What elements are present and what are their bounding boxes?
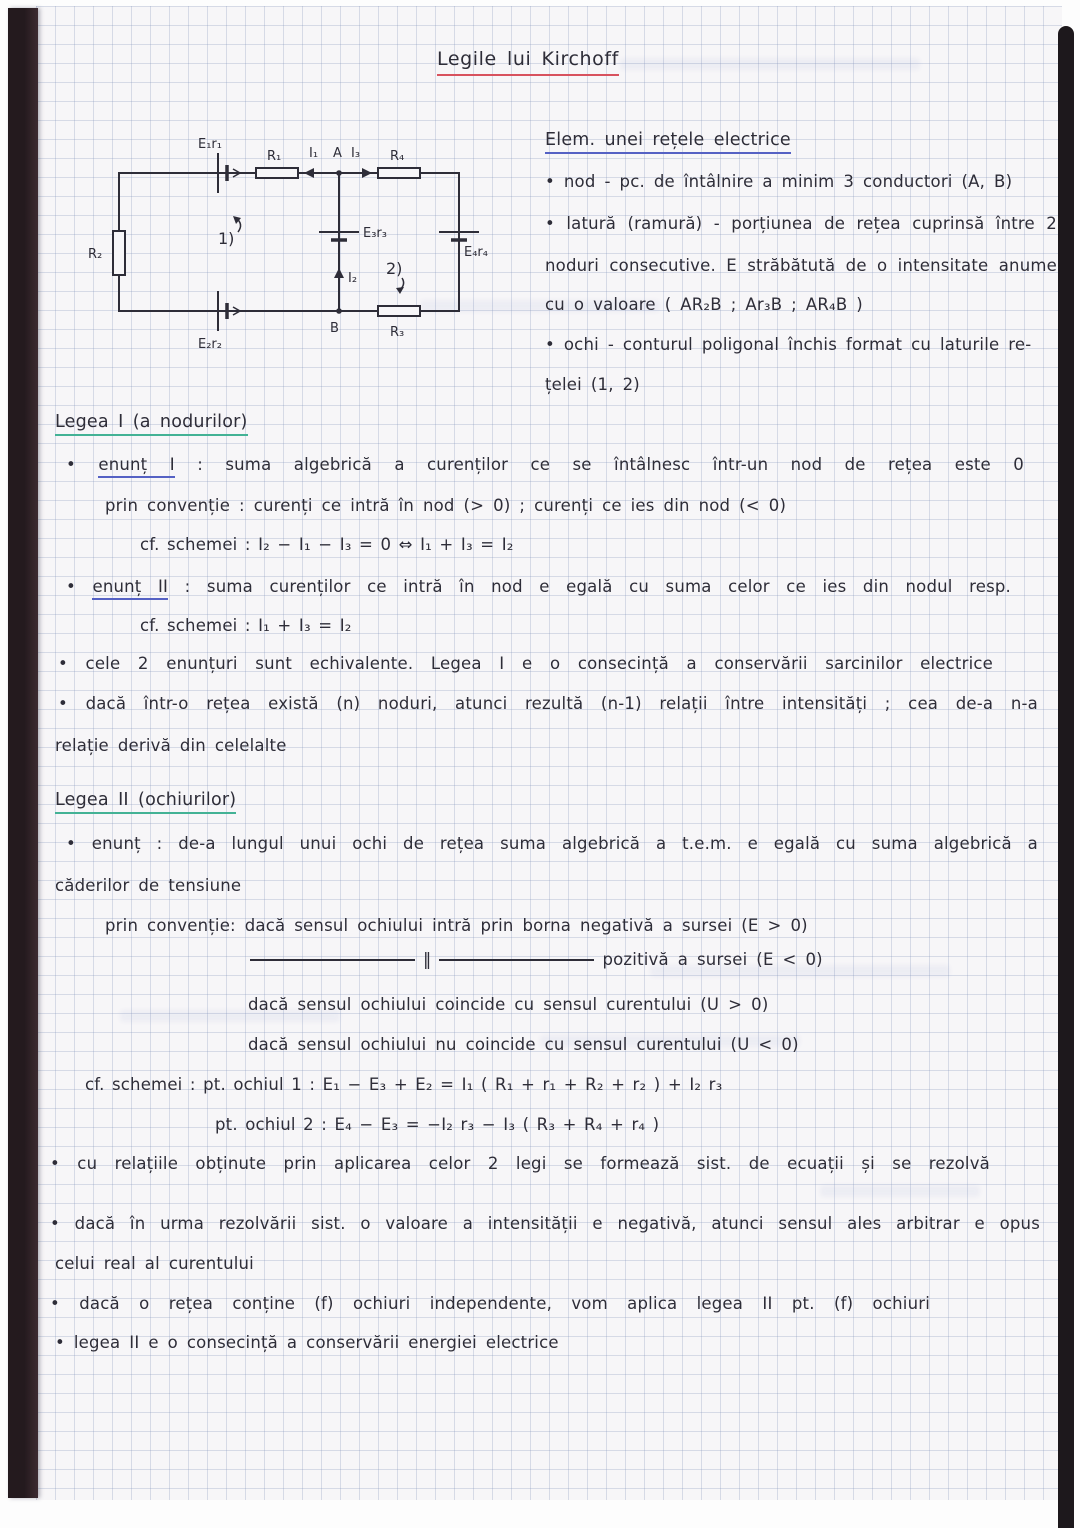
legea1-nota2b: relație derivă din celelalte (55, 736, 287, 755)
loop-2-marker: 2) (386, 259, 403, 278)
loop-2-arrowhead (396, 287, 404, 294)
legea1-enunt2 (66, 577, 1011, 598)
bleed-through-mark (620, 58, 920, 70)
current-i2-label: I₂ (348, 271, 358, 286)
legea1-enunt1-label: enunț I (98, 455, 174, 478)
legea2-heading (55, 790, 236, 812)
current-i1-arrow (304, 168, 314, 178)
elem-def-ochi-1: • ochi - conturul poligonal închis format cu laturile re- (545, 335, 1032, 354)
resistor-r3 (378, 306, 420, 316)
legea2-nota4: • legea II e o consecință a conservării energiei electrice (55, 1333, 559, 1352)
legea2-nota1: • cu relațiile obținute prin aplicarea celor 2 legi se formează sist. de ecuații și se rezolvă (50, 1154, 990, 1173)
current-i3-label: I₃ (351, 146, 361, 161)
legea2-conventie1: prin convenție: dacă sensul ochiului intră prin borna negativă a sursei (E > 0) (105, 916, 808, 935)
circuit-diagram (80, 136, 500, 351)
ditto-line-left (250, 959, 415, 961)
current-i1-label: I₁ (309, 146, 319, 161)
legea2-conventie2: pozitivă a sursei (E < 0) (602, 950, 823, 969)
elem-def-latura-1: • latură (ramură) - porțiunea de rețea cuprinsă între 2 (545, 214, 1057, 233)
bullet-icon: • (66, 577, 76, 596)
elem-section-heading (545, 130, 791, 152)
legea2-schema1: cf. schemei : pt. ochiul 1 : E₁ − E₃ + E₂ = I₁ ( R₁ + r₁ + R₂ + r₂ ) + I₂ r₃ (85, 1075, 723, 1094)
page-title-text: Legile lui Kirchoff (437, 48, 619, 76)
node-b-label: B (330, 321, 339, 336)
node-a-label: A (333, 146, 342, 161)
page-right-edge (1058, 26, 1074, 1528)
legea2-conventie4: dacă sensul ochiului nu coincide cu sensul curentului (U < 0) (248, 1035, 799, 1054)
current-i2-arrow (334, 268, 344, 278)
resistor-r3-label: R₃ (390, 325, 405, 340)
page-left-edge (8, 8, 38, 1498)
node-b-dot (336, 308, 342, 314)
legea2-nota2a: • dacă în urma rezolvării sist. o valoare a intensității e negativă, atunci sensul ales arbitrar e opus (50, 1214, 1040, 1233)
legea2-enunt-b: căderilor de tensiune (55, 876, 242, 895)
bullet-icon: • (66, 455, 76, 474)
battery-e3r3-label: E₃r₃ (363, 226, 387, 241)
elem-section-heading-text: Elem. unei rețele electrice (545, 130, 791, 154)
bleed-through-mark (820, 1185, 980, 1197)
elem-def-latura-2: noduri consecutive. E străbătută de o intensitate anume (545, 256, 1057, 275)
loop-1-marker: 1) (218, 229, 235, 248)
elem-def-nod: • nod - pc. de întâlnire a minim 3 conductori (A, B) (545, 172, 1013, 191)
legea2-nota2b: celui real al curentului (55, 1254, 254, 1273)
legea1-conventie: prin convenție : curenți ce intră în nod (> 0) ; curenți ce ies din nod (< 0) (105, 496, 787, 515)
resistor-r4 (378, 168, 420, 178)
elem-def-latura-3: cu o valoare ( AR₂B ; Ar₃B ; AR₄B ) (545, 295, 863, 314)
legea2-heading-text: Legea II (ochiurilor) (55, 790, 236, 814)
resistor-r2 (113, 231, 125, 275)
legea2-schema2: pt. ochiul 2 : E₄ − E₃ = −I₂ r₃ − I₃ ( R₃ + R₄ + r₄ ) (215, 1115, 660, 1134)
legea1-heading (55, 412, 248, 434)
legea1-schema2: cf. schemei : I₁ + I₃ = I₂ (140, 616, 352, 635)
legea1-nota1: • cele 2 enunțuri sunt echivalente. Legea I e o consecință a conservării sarcinilor electrice (58, 654, 993, 673)
legea1-enunt2-text: : suma curenților ce intră în nod e egală cu suma celor ce ies din nodul resp. (184, 577, 1012, 596)
resistor-r2-label: R₂ (88, 247, 103, 262)
circuit-wires (119, 173, 459, 311)
resistor-r4-label: R₄ (390, 149, 405, 164)
legea2-ditto-row (250, 950, 823, 971)
legea2-nota3: • dacă o rețea conține (f) ochiuri independente, vom aplica legea II pt. (f) ochiuri (50, 1294, 930, 1313)
legea1-enunt1-text: : suma algebrică a curenților ce se întâlnesc într-un nod de rețea este 0 (197, 455, 1025, 474)
node-a-dot (336, 170, 342, 176)
page-title (437, 48, 619, 72)
resistor-r1-label: R₁ (267, 149, 282, 164)
legea1-heading-text: Legea I (a nodurilor) (55, 412, 248, 436)
elem-def-ochi-2: țelei (1, 2) (545, 375, 640, 394)
legea1-nota2a: • dacă într-o rețea există (n) noduri, atunci rezultă (n-1) relații între intensități ; cea de-a n-a (58, 694, 1038, 713)
current-i3-arrow (362, 168, 372, 178)
legea1-enunt1 (66, 455, 1024, 476)
legea2-enunt-a: • enunț : de-a lungul unui ochi de rețea suma algebrică a t.e.m. e egală cu suma algebrică a (66, 834, 1038, 853)
legea1-schema1: cf. schemei : I₂ − I₁ − I₃ = 0 ⇔ I₁ + I₃ = I₂ (140, 535, 514, 554)
legea1-enunt2-label: enunț II (92, 577, 168, 600)
battery-e4r4-label: E₄r₄ (464, 245, 488, 260)
battery-e1r1-label: E₁r₁ (198, 137, 222, 152)
ditto-line-right (439, 959, 594, 961)
ditto-mark: ‖ (423, 950, 432, 969)
resistor-r1 (256, 168, 298, 178)
battery-e2r2-label: E₂r₂ (198, 337, 222, 351)
legea2-conventie3: dacă sensul ochiului coincide cu sensul curentului (U > 0) (248, 995, 769, 1014)
